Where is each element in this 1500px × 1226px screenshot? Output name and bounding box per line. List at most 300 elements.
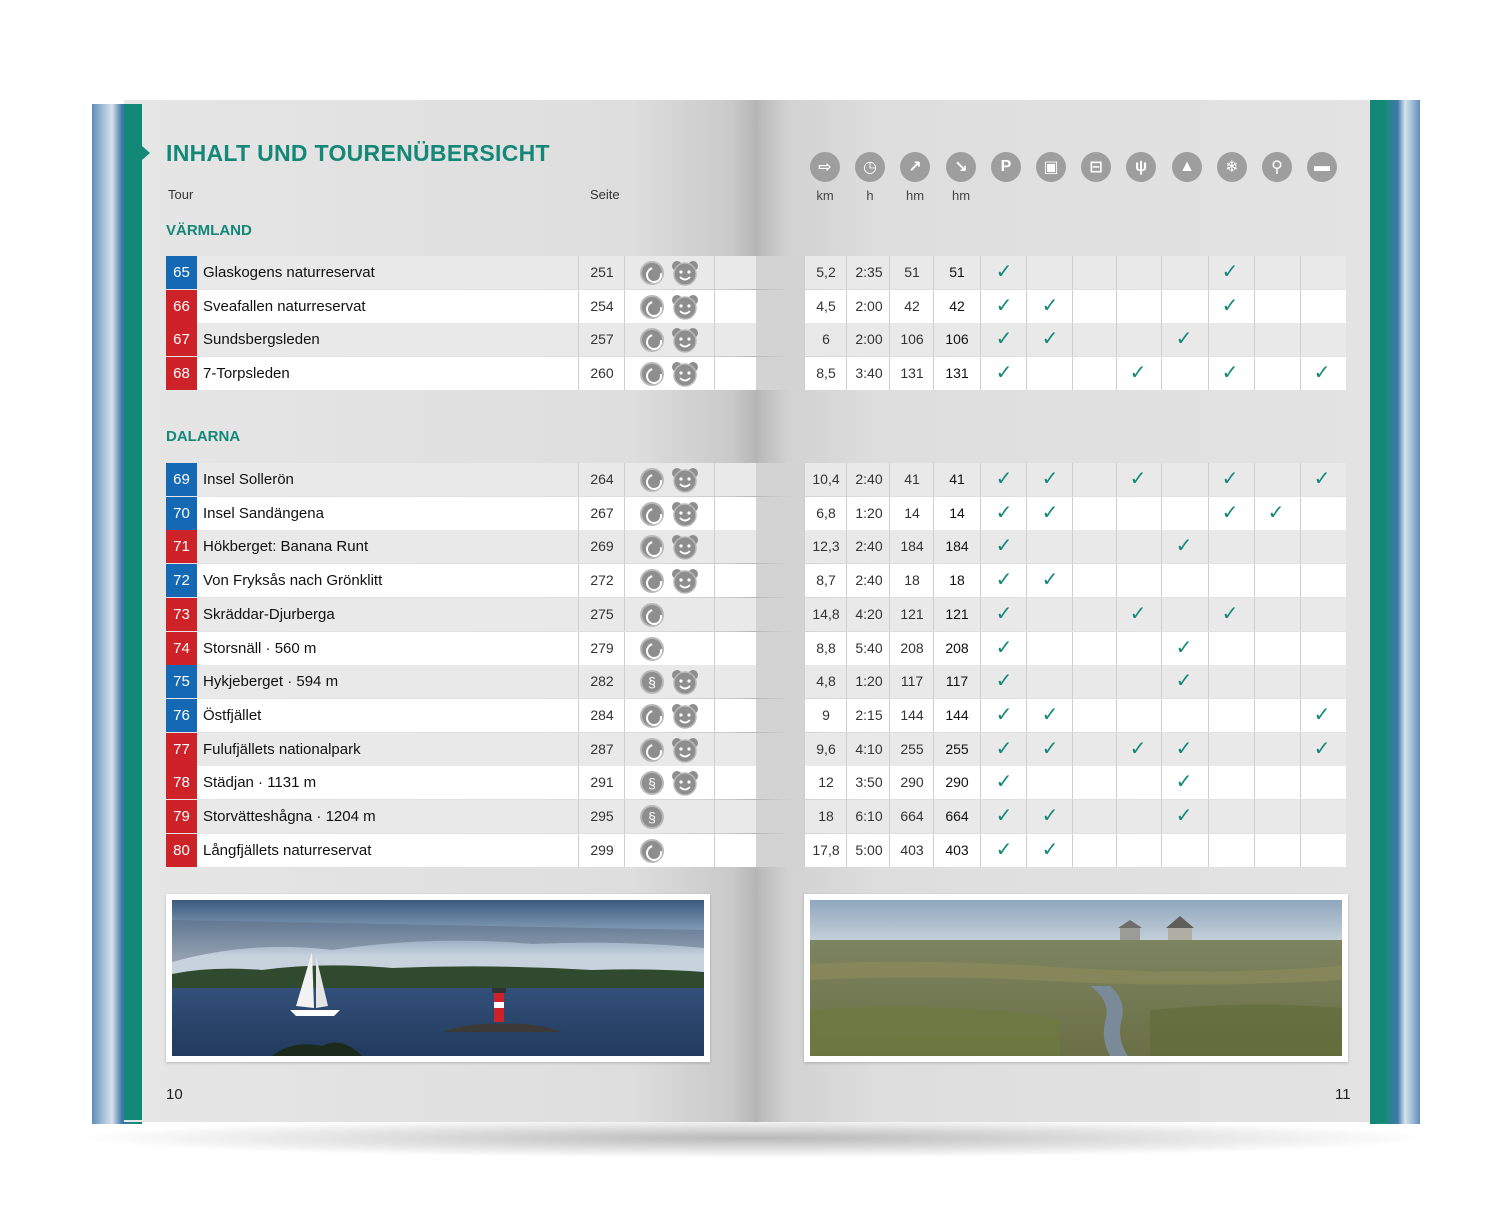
tour-duration: 5:40 xyxy=(855,640,883,656)
round-trip-icon xyxy=(640,295,664,319)
checkmark-icon: ✓ xyxy=(995,839,1013,861)
column-divider xyxy=(980,463,981,496)
column-divider xyxy=(1254,665,1255,698)
column-divider xyxy=(889,834,890,867)
column-divider xyxy=(1072,323,1073,356)
column-divider xyxy=(980,632,981,665)
column-divider xyxy=(1072,256,1073,289)
column-divider xyxy=(1208,800,1209,833)
column-divider xyxy=(1254,800,1255,833)
column-divider xyxy=(624,800,625,833)
round-trip-icon xyxy=(640,328,664,352)
tour-distance: 17,8 xyxy=(812,842,840,858)
column-divider xyxy=(1161,357,1162,390)
tour-ascent: 117 xyxy=(900,673,924,689)
column-divider xyxy=(804,733,805,766)
tour-number-badge: 72 xyxy=(166,564,197,597)
column-divider xyxy=(1026,598,1027,631)
tour-ascent: 41 xyxy=(904,471,920,487)
kid-friendly-bear-icon xyxy=(671,327,699,353)
column-divider xyxy=(1072,497,1073,530)
tour-name: Storvätteshågna · 1204 m xyxy=(203,808,376,825)
column-divider xyxy=(933,766,934,799)
column-divider xyxy=(804,530,805,563)
checkmark-icon: ✓ xyxy=(1041,569,1059,591)
tour-name: Långfjällets naturreservat xyxy=(203,842,372,859)
page-gutter xyxy=(756,699,804,732)
column-divider xyxy=(1161,323,1162,356)
column-divider xyxy=(846,497,847,530)
checkmark-icon: ✓ xyxy=(1221,362,1239,384)
tour-name: Storsnäll · 560 m xyxy=(203,640,317,657)
column-divider xyxy=(846,323,847,356)
column-divider xyxy=(1208,564,1209,597)
column-divider xyxy=(804,800,805,833)
tour-descent: 14 xyxy=(949,505,965,521)
tour-descent: 41 xyxy=(949,471,965,487)
column-divider xyxy=(1072,665,1073,698)
tour-number-badge: 74 xyxy=(166,632,197,665)
tour-row[interactable] xyxy=(166,290,1346,323)
lake-lighthouse-image xyxy=(172,900,704,1056)
page-gutter xyxy=(756,598,804,631)
checkmark-icon: ✓ xyxy=(1129,468,1147,490)
column-divider xyxy=(980,323,981,356)
column-divider xyxy=(933,497,934,530)
column-divider xyxy=(624,766,625,799)
column-divider xyxy=(1254,256,1255,289)
column-divider xyxy=(1208,463,1209,496)
tour-ascent: 144 xyxy=(900,707,924,723)
tour-distance: 5,2 xyxy=(816,264,836,280)
column-divider xyxy=(1254,766,1255,799)
column-divider xyxy=(1026,357,1027,390)
column-divider xyxy=(578,766,579,799)
column-divider xyxy=(1161,834,1162,867)
column-divider xyxy=(578,290,579,323)
column-divider xyxy=(1026,665,1027,698)
checkmark-icon: ✓ xyxy=(1175,738,1193,760)
column-divider xyxy=(804,323,805,356)
column-divider xyxy=(1026,497,1027,530)
checkmark-icon: ✓ xyxy=(995,328,1013,350)
tour-distance: 10,4 xyxy=(812,471,840,487)
checkmark-icon: ✓ xyxy=(1313,468,1331,490)
column-divider xyxy=(889,766,890,799)
column-divider xyxy=(1026,699,1027,732)
tour-ascent: 131 xyxy=(900,365,924,381)
tour-name: Insel Sollerön xyxy=(203,471,294,488)
round-trip-icon xyxy=(640,569,664,593)
column-divider xyxy=(980,564,981,597)
tour-number-badge: 67 xyxy=(166,323,197,356)
tour-number-badge: 69 xyxy=(166,463,197,496)
tour-row[interactable] xyxy=(166,564,1346,597)
column-divider xyxy=(1208,497,1209,530)
page-gutter xyxy=(756,800,804,833)
column-divider xyxy=(846,733,847,766)
column-divider xyxy=(1116,290,1117,323)
column-divider xyxy=(1208,256,1209,289)
column-divider xyxy=(1116,834,1117,867)
column-divider xyxy=(1254,530,1255,563)
column-divider xyxy=(846,463,847,496)
column-divider xyxy=(578,497,579,530)
column-divider xyxy=(846,834,847,867)
tour-descent: 255 xyxy=(945,741,969,757)
kid-friendly-bear-icon xyxy=(671,501,699,527)
checkmark-icon: ✓ xyxy=(1221,295,1239,317)
ascent-unit-label: hm xyxy=(905,188,925,203)
tour-descent: 664 xyxy=(945,808,969,824)
tour-page-number: 282 xyxy=(590,673,614,689)
tour-row[interactable] xyxy=(166,800,1346,833)
tour-duration: 2:40 xyxy=(855,538,883,554)
tour-descent: 131 xyxy=(945,365,969,381)
column-divider xyxy=(933,598,934,631)
tour-row[interactable] xyxy=(166,256,1346,289)
column-divider xyxy=(1300,256,1301,289)
column-divider xyxy=(1300,800,1301,833)
column-divider xyxy=(804,834,805,867)
checkmark-icon: ✓ xyxy=(1221,502,1239,524)
page-gutter xyxy=(756,323,804,356)
tour-descent: 184 xyxy=(945,538,969,554)
tour-number-badge: 78 xyxy=(166,766,197,799)
tour-number-badge: 71 xyxy=(166,530,197,563)
column-divider xyxy=(804,766,805,799)
tour-page-number: 254 xyxy=(590,298,614,314)
column-divider xyxy=(1072,733,1073,766)
tour-distance: 9,6 xyxy=(816,741,836,757)
column-divider xyxy=(1116,256,1117,289)
tour-descent: 403 xyxy=(945,842,969,858)
column-divider xyxy=(933,699,934,732)
column-divider xyxy=(1300,290,1301,323)
kid-friendly-bear-icon xyxy=(671,361,699,387)
column-divider xyxy=(1254,598,1255,631)
checkmark-icon: ✓ xyxy=(1313,738,1331,760)
column-divider xyxy=(980,598,981,631)
column-divider xyxy=(980,530,981,563)
tour-row[interactable] xyxy=(166,834,1346,867)
column-divider xyxy=(714,598,715,631)
tour-distance: 9 xyxy=(822,707,830,723)
column-divider xyxy=(1026,323,1027,356)
column-divider xyxy=(1026,290,1027,323)
column-divider xyxy=(1026,766,1027,799)
page-right-accent-strip xyxy=(1370,100,1386,1122)
tour-page-number: 284 xyxy=(590,707,614,723)
tour-page-number: 291 xyxy=(590,774,614,790)
column-divider xyxy=(1300,632,1301,665)
column-divider xyxy=(1300,530,1301,563)
column-divider xyxy=(933,530,934,563)
column-divider xyxy=(1254,733,1255,766)
column-divider xyxy=(1300,733,1301,766)
column-divider xyxy=(889,733,890,766)
tour-row[interactable] xyxy=(166,497,1346,530)
column-divider xyxy=(889,632,890,665)
tour-number-badge: 73 xyxy=(166,598,197,631)
column-divider xyxy=(933,665,934,698)
descent-icon: ↘ xyxy=(946,152,976,182)
checkmark-icon: ✓ xyxy=(995,261,1013,283)
tour-ascent: 208 xyxy=(900,640,924,656)
tour-number-badge: 66 xyxy=(166,290,197,323)
checkmark-icon: ✓ xyxy=(1175,670,1193,692)
column-divider xyxy=(714,323,715,356)
column-divider xyxy=(1116,766,1117,799)
tour-ascent: 51 xyxy=(904,264,920,280)
column-divider xyxy=(578,632,579,665)
column-divider xyxy=(889,357,890,390)
tour-ascent: 403 xyxy=(900,842,924,858)
tour-name: Skräddar-Djurberga xyxy=(203,606,335,623)
title-arrow-icon xyxy=(142,146,150,160)
tour-page-number: 295 xyxy=(590,808,614,824)
tour-row[interactable] xyxy=(166,665,1346,698)
tour-ascent: 121 xyxy=(900,606,924,622)
column-divider xyxy=(980,733,981,766)
tour-page-number: 287 xyxy=(590,741,614,757)
column-divider xyxy=(846,699,847,732)
clock-unit-label: h xyxy=(866,188,874,203)
tour-row[interactable] xyxy=(166,699,1346,732)
column-divider xyxy=(889,323,890,356)
tour-ascent: 14 xyxy=(904,505,920,521)
column-divider xyxy=(1026,463,1027,496)
column-divider xyxy=(1300,463,1301,496)
tour-name: Hökberget: Banana Runt xyxy=(203,538,369,555)
column-divider xyxy=(846,632,847,665)
column-divider xyxy=(1072,766,1073,799)
column-divider xyxy=(889,497,890,530)
tour-row[interactable] xyxy=(166,323,1346,356)
tour-descent: 18 xyxy=(949,572,965,588)
checkmark-icon: ✓ xyxy=(1041,468,1059,490)
page-left-accent-strip xyxy=(124,104,142,1120)
tent-icon: ▲ xyxy=(1172,152,1202,182)
kid-friendly-bear-icon xyxy=(671,467,699,493)
column-divider xyxy=(578,834,579,867)
column-divider xyxy=(714,733,715,766)
column-divider xyxy=(1254,834,1255,867)
tour-number-badge: 79 xyxy=(166,800,197,833)
column-divider xyxy=(933,834,934,867)
column-divider xyxy=(1208,290,1209,323)
column-divider xyxy=(714,699,715,732)
column-divider xyxy=(1161,665,1162,698)
column-divider xyxy=(980,665,981,698)
column-divider xyxy=(980,766,981,799)
column-divider xyxy=(1161,632,1162,665)
column-divider xyxy=(578,699,579,732)
column-divider xyxy=(624,530,625,563)
column-divider xyxy=(578,564,579,597)
column-divider xyxy=(1116,800,1117,833)
column-divider xyxy=(1208,766,1209,799)
page-gutter xyxy=(756,766,804,799)
column-divider xyxy=(1161,800,1162,833)
column-divider xyxy=(714,800,715,833)
tour-duration: 1:20 xyxy=(855,505,883,521)
tour-duration: 5:00 xyxy=(855,842,883,858)
page-gutter xyxy=(756,665,804,698)
column-divider xyxy=(624,665,625,698)
tour-number-badge: 77 xyxy=(166,733,197,766)
column-divider xyxy=(1161,564,1162,597)
checkmark-icon: ✓ xyxy=(995,535,1013,557)
section-title: VÄRMLAND xyxy=(166,222,252,239)
tour-ascent: 106 xyxy=(900,331,924,347)
tour-name: 7-Torpsleden xyxy=(203,365,290,382)
column-divider xyxy=(1300,766,1301,799)
column-divider xyxy=(1208,598,1209,631)
checkmark-icon: ✓ xyxy=(1129,362,1147,384)
column-divider xyxy=(1072,463,1073,496)
column-divider xyxy=(889,800,890,833)
column-divider xyxy=(578,530,579,563)
tour-distance: 14,8 xyxy=(812,606,840,622)
tour-row[interactable] xyxy=(166,357,1346,390)
column-divider xyxy=(804,598,805,631)
tour-row[interactable] xyxy=(166,766,1346,799)
column-divider xyxy=(804,256,805,289)
round-trip-icon xyxy=(640,502,664,526)
column-divider xyxy=(714,530,715,563)
snowflake-icon: ❄ xyxy=(1217,152,1247,182)
column-divider xyxy=(933,463,934,496)
column-divider xyxy=(624,256,625,289)
tour-row[interactable] xyxy=(166,530,1346,563)
moorland-huts-image xyxy=(810,900,1342,1056)
kid-friendly-bear-icon xyxy=(671,770,699,796)
column-divider xyxy=(624,598,625,631)
column-divider xyxy=(714,564,715,597)
tour-row[interactable] xyxy=(166,598,1346,631)
tour-row[interactable] xyxy=(166,733,1346,766)
column-divider xyxy=(714,290,715,323)
tour-distance: 12 xyxy=(818,774,834,790)
column-divider xyxy=(1254,357,1255,390)
tour-page-number: 251 xyxy=(590,264,614,280)
checkmark-icon: ✓ xyxy=(995,771,1013,793)
column-divider xyxy=(933,323,934,356)
tour-distance: 18 xyxy=(818,808,834,824)
column-divider xyxy=(1116,632,1117,665)
column-divider xyxy=(624,497,625,530)
tour-name: Von Fryksås nach Grönklitt xyxy=(203,572,383,589)
checkmark-icon: ✓ xyxy=(995,295,1013,317)
section-title: DALARNA xyxy=(166,428,241,445)
tour-duration: 2:35 xyxy=(855,264,883,280)
tour-descent: 208 xyxy=(945,640,969,656)
kid-friendly-bear-icon xyxy=(671,260,699,286)
column-divider xyxy=(1072,800,1073,833)
checkmark-icon: ✓ xyxy=(1221,603,1239,625)
column-divider xyxy=(714,766,715,799)
column-divider xyxy=(933,357,934,390)
column-divider xyxy=(889,665,890,698)
round-trip-icon xyxy=(640,603,664,627)
checkmark-icon: ✓ xyxy=(1041,502,1059,524)
column-divider xyxy=(1072,564,1073,597)
column-divider xyxy=(889,256,890,289)
column-divider xyxy=(1208,357,1209,390)
tour-distance: 4,8 xyxy=(816,673,836,689)
signpost-unit-label: km xyxy=(816,188,834,203)
page-gutter xyxy=(756,834,804,867)
column-divider xyxy=(889,463,890,496)
column-divider xyxy=(1254,497,1255,530)
column-divider xyxy=(1208,665,1209,698)
column-divider xyxy=(1026,632,1027,665)
tour-distance: 12,3 xyxy=(812,538,840,554)
column-divider xyxy=(714,632,715,665)
checkmark-icon: ✓ xyxy=(1175,328,1193,350)
tour-ascent: 290 xyxy=(900,774,924,790)
column-divider xyxy=(1026,733,1027,766)
column-divider xyxy=(846,530,847,563)
column-divider xyxy=(1116,323,1117,356)
column-divider xyxy=(1161,699,1162,732)
column-divider xyxy=(889,564,890,597)
column-divider xyxy=(1026,564,1027,597)
column-divider xyxy=(714,357,715,390)
page-gutter xyxy=(756,290,804,323)
tour-row[interactable] xyxy=(166,463,1346,496)
tour-duration: 3:50 xyxy=(855,774,883,790)
tour-number-badge: 68 xyxy=(166,357,197,390)
tour-duration: 2:00 xyxy=(855,298,883,314)
column-divider xyxy=(624,463,625,496)
round-trip-icon xyxy=(640,468,664,492)
checkmark-icon: ✓ xyxy=(1041,704,1059,726)
column-divider xyxy=(1161,530,1162,563)
checkmark-icon: ✓ xyxy=(1041,738,1059,760)
signpost-icon: ⇨ xyxy=(810,152,840,182)
column-divider xyxy=(804,357,805,390)
tour-descent: 121 xyxy=(945,606,969,622)
checkmark-icon: ✓ xyxy=(1175,805,1193,827)
column-divider xyxy=(804,699,805,732)
column-divider xyxy=(1116,699,1117,732)
column-divider xyxy=(1254,290,1255,323)
column-divider xyxy=(1208,834,1209,867)
checkmark-icon: ✓ xyxy=(995,569,1013,591)
column-divider xyxy=(980,800,981,833)
column-divider xyxy=(1072,357,1073,390)
column-divider xyxy=(578,463,579,496)
restaurant-icon: ψ xyxy=(1126,152,1156,182)
column-divider xyxy=(1026,834,1027,867)
tour-page-number: 275 xyxy=(590,606,614,622)
column-divider xyxy=(578,733,579,766)
tour-page-number: 257 xyxy=(590,331,614,347)
column-divider xyxy=(1300,699,1301,732)
book-shadow xyxy=(70,1118,1440,1158)
page-gutter xyxy=(756,497,804,530)
kid-friendly-bear-icon xyxy=(671,568,699,594)
checkmark-icon: ✓ xyxy=(1129,603,1147,625)
descent-unit-label: hm xyxy=(951,188,971,203)
cable-car-icon: ⊟ xyxy=(1081,152,1111,182)
column-divider xyxy=(1116,530,1117,563)
column-divider xyxy=(846,290,847,323)
tour-row[interactable] xyxy=(166,632,1346,665)
tour-descent: 290 xyxy=(945,774,969,790)
